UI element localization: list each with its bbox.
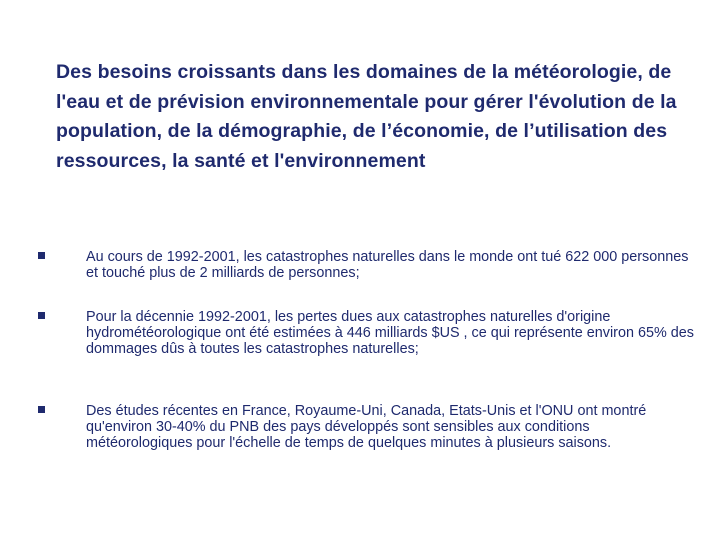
square-bullet-icon [38,252,45,259]
bullet-text: Des études récentes en France, Royaume-Uni, Canada, Etats-Unis et l'ONU ont montré qu'environ 30-40% du PNB des pays développés sont sensibles aux conditions météorologiques pour l'échelle de temps de quelques minutes à plusieurs saisons. [86,403,647,452]
square-bullet-icon [38,312,45,319]
slide-title: Des besoins croissants dans les domaines de la météorologie, de l'eau et de prévision environnementale pour gérer l'évolution de la population, de la démographie, de l’économie, de l’utilisation des ressources, la santé et l'environnement [56,61,677,172]
bullet-text: Au cours de 1992-2001, les catastrophes naturelles dans le monde ont tué 622 000 personnes et touché plus de 2 milliards de personnes; [86,249,689,282]
bullet-text: Pour la décennie 1992-2001, les pertes dues aux catastrophes naturelles d'origine hydrométéorologique ont été estimées à 446 milliards $US , ce qui représente environ 65% des dommages dûs à toutes les catastrophes naturelles; [86,309,694,358]
square-bullet-icon [38,406,45,413]
